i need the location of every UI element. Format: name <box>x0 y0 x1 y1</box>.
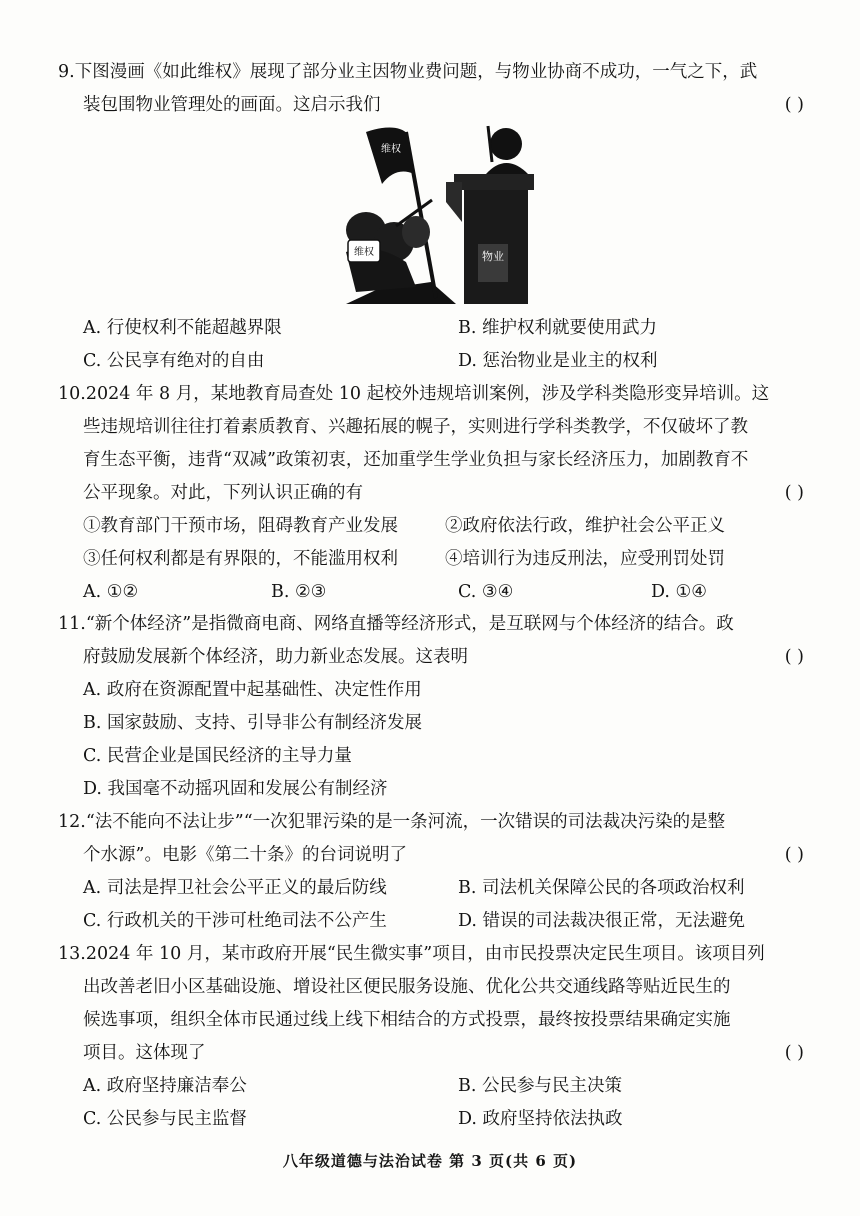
q12-stem-line2: 个水源”。电影《第二十条》的台词说明了 <box>83 845 407 865</box>
q10-option-d: D. ①④ <box>651 582 707 602</box>
flag <box>366 127 414 184</box>
podium-side <box>446 182 462 222</box>
door-label: 物业 <box>482 250 504 263</box>
q10-stem-line2: 些违规培训往往打着素质教育、兴趣拓展的幌子，实则进行学科类教学，不仅破坏了教 <box>83 417 748 437</box>
q13-stem-line1: 13.2024 年 10 月，某市政府开展“民生微实事”项目，由市民投票决定民生项目。该项目列 <box>58 944 765 964</box>
q13-option-a: A. 政府坚持廉洁奉公 <box>83 1076 247 1096</box>
q10-option-b: B. ②③ <box>271 582 327 602</box>
q13-option-c: C. 公民参与民主监督 <box>83 1109 247 1129</box>
q10-item-1: ①教育部门干预市场，阻碍教育产业发展 <box>83 516 398 536</box>
q13-option-d: D. 政府坚持依法执政 <box>458 1109 623 1129</box>
q11-stem-line1: 11.“新个体经济”是指微商电商、网络直播等经济形式，是互联网与个体经济的结合。政 <box>58 614 734 634</box>
question-9 <box>58 56 818 122</box>
q10-stem-line1: 10.2024 年 8 月，某地教育局查处 10 起校外违规培训案例，涉及学科类隐形变异培训。这 <box>58 384 770 404</box>
official-head <box>490 128 522 160</box>
crowd-person-3 <box>402 216 430 248</box>
q13-option-b: B. 公民参与民主决策 <box>458 1076 622 1096</box>
q9-option-d: D. 惩治物业是业主的权利 <box>458 351 658 371</box>
q9-option-a: A. 行使权利不能超越界限 <box>83 318 282 338</box>
official-arm <box>488 126 492 162</box>
official-body <box>486 163 528 174</box>
q9-option-c: C. 公民享有绝对的自由 <box>83 351 265 371</box>
q9-stem-line1: 9.下图漫画《如此维权》展现了部分业主因物业费问题，与物业协商不成功，一气之下，武 <box>58 62 758 82</box>
q10-answer-paren: ( ) <box>784 483 804 503</box>
q13-stem-line2: 出改善老旧小区基础设施、增设社区便民服务设施、优化公共交通线路等贴近民生的 <box>83 977 731 997</box>
question-10 <box>58 378 818 609</box>
flag-label: 维权 <box>381 144 401 155</box>
q10-item-2: ②政府依法行政，维护社会公平正义 <box>445 516 725 536</box>
question-13 <box>58 938 818 1136</box>
q9-answer-paren: ( ) <box>784 95 804 115</box>
q11-stem-line2: 府鼓励发展新个体经济，助力新业态发展。这表明 <box>83 647 468 667</box>
q13-stem-line4: 项目。这体现了 <box>83 1043 206 1063</box>
podium-top <box>454 174 534 190</box>
q11-option-a: A. 政府在资源配置中起基础性、决定性作用 <box>83 680 422 700</box>
q10-option-a: A. ①② <box>83 582 139 602</box>
q10-item-4: ④培训行为违反刑法，应受刑罚处罚 <box>445 549 725 569</box>
question-11 <box>58 608 818 806</box>
q12-option-c: C. 行政机关的干涉可杜绝司法不公产生 <box>83 911 387 931</box>
q12-stem-line1: 12.“法不能向不法让步”“一次犯罪污染的是一条河流，一次错误的司法裁决污染的是整 <box>58 812 726 832</box>
q10-stem-line3: 育生态平衡，违背“双减”政策初衷，还加重学生学业负担与家长经济压力，加剧教育不 <box>83 450 749 470</box>
q9-options <box>58 312 818 378</box>
shield-label: 维权 <box>354 247 374 258</box>
q12-option-b: B. 司法机关保障公民的各项政治权利 <box>458 878 745 898</box>
q12-answer-paren: ( ) <box>784 845 804 865</box>
q13-answer-paren: ( ) <box>784 1043 804 1063</box>
q10-option-c: C. ③④ <box>458 582 514 602</box>
q12-option-a: A. 司法是捍卫社会公平正义的最后防线 <box>83 878 387 898</box>
page-footer: 八年级道德与法治试卷 第 3 页(共 6 页) <box>282 1152 578 1170</box>
q13-stem-line3: 候选事项，组织全体市民通过线上线下相结合的方式投票，最终按投票结果确定实施 <box>83 1010 731 1030</box>
q11-option-b: B. 国家鼓励、支持、引导非公有制经济发展 <box>83 713 422 733</box>
cartoon-image <box>336 122 550 304</box>
q11-option-c: C. 民营企业是国民经济的主导力量 <box>83 746 352 766</box>
q9-stem-line2: 装包围物业管理处的画面。这启示我们 <box>83 95 381 115</box>
q10-stem-line4: 公平现象。对此，下列认识正确的有 <box>83 483 363 503</box>
q12-option-d: D. 错误的司法裁决很正常，无法避免 <box>458 911 746 931</box>
q10-item-3: ③任何权利都是有界限的，不能滥用权利 <box>83 549 398 569</box>
q11-option-d: D. 我国毫不动摇巩固和发展公有制经济 <box>83 779 388 799</box>
q9-option-b: B. 维护权利就要使用武力 <box>458 318 657 338</box>
question-12 <box>58 806 818 938</box>
q11-answer-paren: ( ) <box>784 647 804 667</box>
